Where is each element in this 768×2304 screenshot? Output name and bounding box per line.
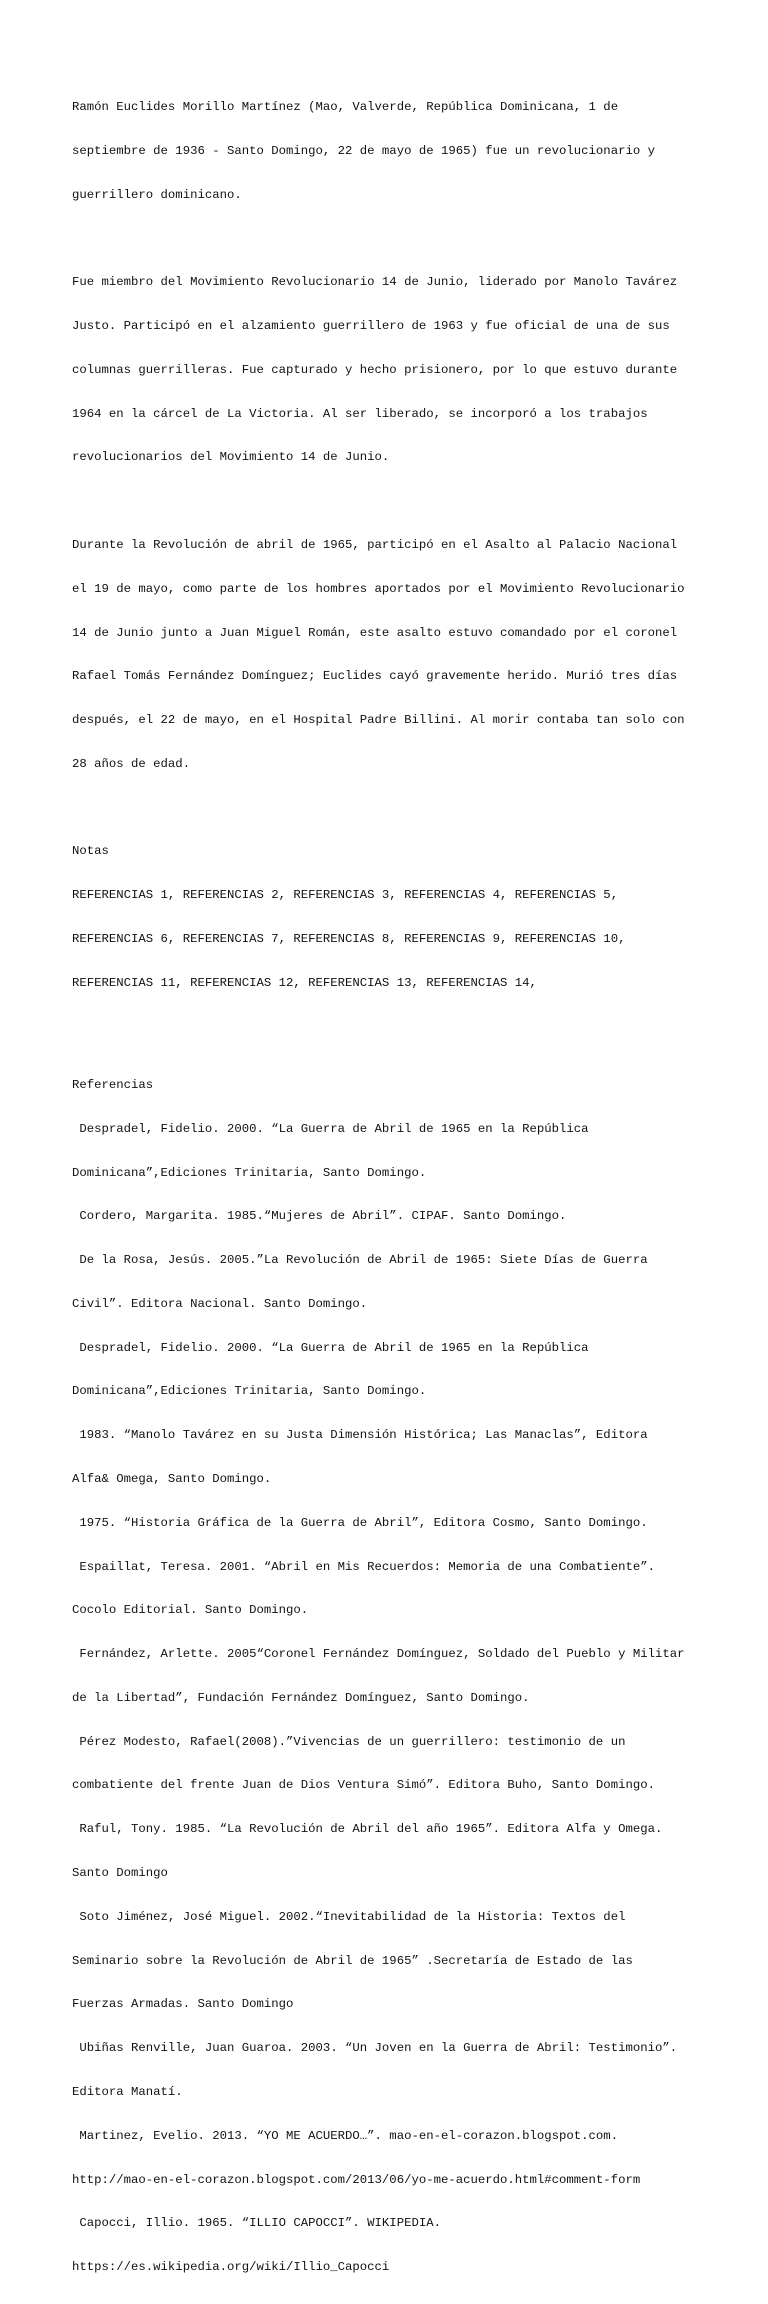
text-line: Durante la Revolución de abril de 1965, participó en el Asalto al Palacio Nacional	[72, 538, 678, 552]
text-line: REFERENCIAS 11, REFERENCIAS 12, REFERENCIAS 13, REFERENCIAS 14,	[72, 975, 537, 990]
reference-line: Pérez Modesto, Rafael(2008).”Vivencias de un guerrillero: testimonio de un	[72, 1734, 626, 1749]
document-page	[72, 71, 752, 2304]
reference-line: Dominicana”,Ediciones Trinitaria, Santo Domingo.	[72, 1384, 427, 1399]
text-line: REFERENCIAS 1, REFERENCIAS 2, REFERENCIAS 3, REFERENCIAS 4, REFERENCIAS 5,	[72, 888, 619, 903]
reference-line: Seminario sobre la Revolución de Abril de 1965” .Secretaría de Estado de las	[72, 1953, 633, 1968]
notas-section	[72, 815, 752, 1019]
text-line: Rafael Tomás Fernández Domínguez; Euclides cayó gravemente herido. Murió tres días	[72, 669, 678, 684]
reference-line: Capocci, Illio. 1965. “ILLIO CAPOCCI”. WIKIPEDIA.	[72, 2216, 441, 2231]
reference-line: combatiente del frente Juan de Dios Ventura Simó”. Editora Buho, Santo Domingo.	[72, 1778, 655, 1793]
reference-line: Cocolo Editorial. Santo Domingo.	[72, 1603, 309, 1618]
reference-line: Despradel, Fidelio. 2000. “La Guerra de Abril de 1965 en la República	[72, 1340, 589, 1355]
text-line: después, el 22 de mayo, en el Hospital Padre Billini. Al morir contaba tan solo con	[72, 713, 685, 728]
paragraph-gap	[72, 1020, 752, 1035]
intro-paragraph	[72, 71, 752, 232]
text-line: Justo. Participó en el alzamiento guerrillero de 1963 y fue oficial de una de sus	[72, 319, 670, 334]
reference-line: Raful, Tony. 1985. “La Revolución de Abril del año 1965”. Editora Alfa y Omega.	[72, 1822, 663, 1837]
reference-line: Ubiñas Renville, Juan Guaroa. 2003. “Un Joven en la Guerra de Abril: Testimonio”.	[72, 2041, 678, 2056]
text-line: Ramón Euclides Morillo Martínez (Mao, Valverde, República Dominicana, 1 de	[72, 100, 619, 115]
paragraph-gap	[72, 232, 752, 247]
reference-line: De la Rosa, Jesús. 2005.”La Revolución de Abril de 1965: Siete Días de Guerra	[72, 1253, 648, 1268]
reference-line: 1975. “Historia Gráfica de la Guerra de Abril”, Editora Cosmo, Santo Domingo.	[72, 1515, 648, 1530]
notas-heading: Notas	[72, 844, 109, 859]
text-line: columnas guerrilleras. Fue capturado y hecho prisionero, por lo que estuvo durante	[72, 362, 678, 377]
referencias-section	[72, 1049, 752, 2304]
reference-line: Martinez, Evelio. 2013. “YO ME ACUERDO…”. mao-en-el-corazon.blogspot.com.	[72, 2128, 619, 2143]
reference-line: Civil”. Editora Nacional. Santo Domingo.	[72, 1296, 368, 1311]
movimiento-paragraph	[72, 246, 752, 494]
reference-line: Espaillat, Teresa. 2001. “Abril en Mis Recuerdos: Memoria de una Combatiente”.	[72, 1559, 655, 1574]
text-line: 1964 en la cárcel de La Victoria. Al ser liberado, se incorporó a los trabajos	[72, 406, 648, 421]
reference-line: de la Libertad”, Fundación Fernández Domínguez, Santo Domingo.	[72, 1690, 530, 1705]
paragraph-gap	[72, 1034, 752, 1049]
referencias-heading: Referencias	[72, 1077, 154, 1092]
reference-url[interactable]: http://mao-en-el-corazon.blogspot.com/2013/06/yo-me-acuerdo.html#comment-form	[72, 2172, 641, 2187]
revolucion-paragraph	[72, 509, 752, 801]
text-line: Fue miembro del Movimiento Revolucionario 14 de Junio, liderado por Manolo Tavárez	[72, 275, 678, 290]
reference-line: Editora Manatí.	[72, 2084, 183, 2099]
reference-line: Fuerzas Armadas. Santo Domingo	[72, 1997, 294, 2012]
paragraph-gap	[72, 494, 752, 509]
reference-line: Fernández, Arlette. 2005“Coronel Fernández Domínguez, Soldado del Pueblo y Militar	[72, 1647, 685, 1662]
reference-url[interactable]: https://es.wikipedia.org/wiki/Illio_Capocci	[72, 2260, 390, 2275]
reference-line: Dominicana”,Ediciones Trinitaria, Santo Domingo.	[72, 1165, 427, 1180]
text-line: septiembre de 1936 - Santo Domingo, 22 de mayo de 1965) fue un revolucionario y	[72, 143, 655, 158]
reference-line: Soto Jiménez, José Miguel. 2002.“Inevitabilidad de la Historia: Textos del	[72, 1909, 626, 1924]
text-line: revolucionarios del Movimiento 14 de Junio.	[72, 450, 390, 465]
text-line: guerrillero dominicano.	[72, 187, 242, 202]
reference-line: 1983. “Manolo Tavárez en su Justa Dimensión Histórica; Las Manaclas”, Editora	[72, 1428, 648, 1443]
reference-line: Alfa& Omega, Santo Domingo.	[72, 1472, 272, 1486]
text-line: el 19 de mayo, como parte de los hombres aportados por el Movimiento Revolucionario	[72, 581, 685, 596]
text-line: 28 años de edad.	[72, 756, 191, 771]
reference-line: Despradel, Fidelio. 2000. “La Guerra de Abril de 1965 en la República	[72, 1121, 589, 1136]
reference-line: Santo Domingo	[72, 1866, 168, 1881]
text-line: REFERENCIAS 6, REFERENCIAS 7, REFERENCIAS 8, REFERENCIAS 9, REFERENCIAS 10,	[72, 932, 626, 947]
paragraph-gap	[72, 801, 752, 816]
reference-line: Cordero, Margarita. 1985.“Mujeres de Abril”. CIPAF. Santo Domingo.	[72, 1209, 567, 1224]
text-line: 14 de Junio junto a Juan Miguel Román, este asalto estuvo comandado por el coronel	[72, 625, 678, 640]
